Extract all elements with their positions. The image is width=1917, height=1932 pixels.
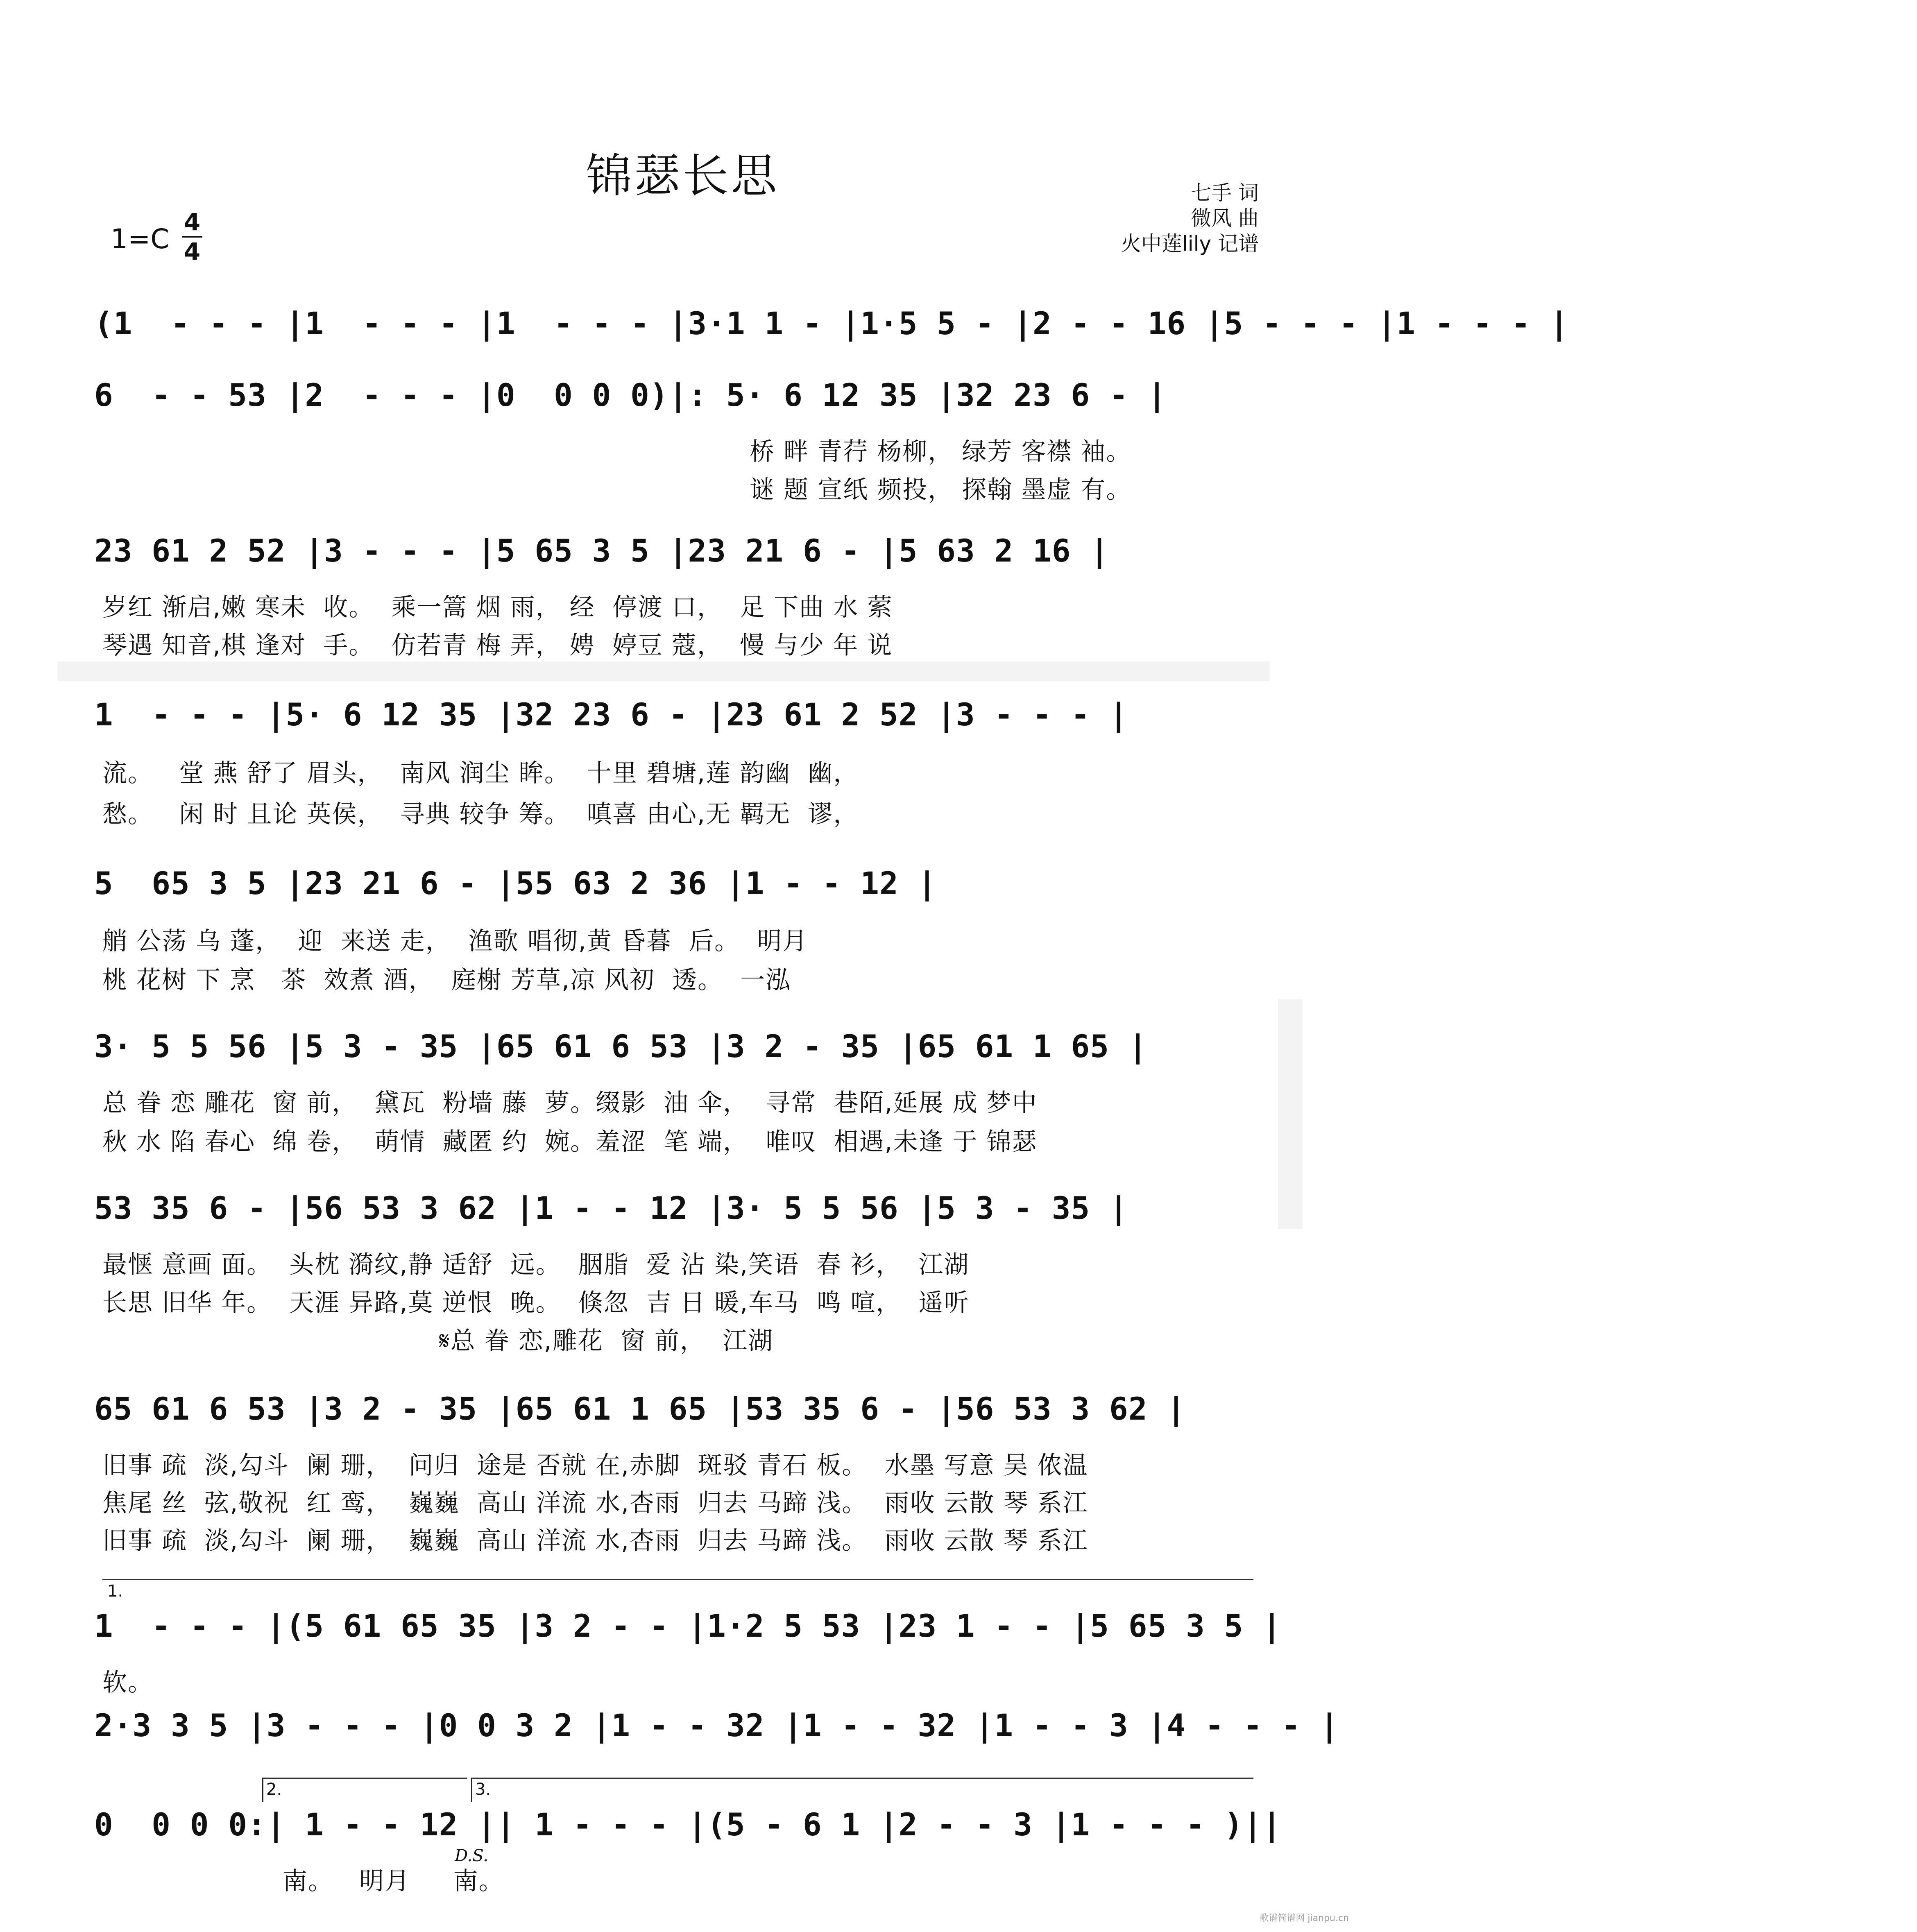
notation-row-2: 6 - - 53 |2 - - - |0 0 0 0)|: 5· 6 12 35 |32 23 6 - | bbox=[94, 377, 1167, 413]
scan-band bbox=[57, 661, 1270, 681]
notation-row-10: 2·3 3 5 |3 - - - |0 0 3 2 |1 - - 32 |1 - - 32 |1 - - 3 |4 - - - | bbox=[94, 1707, 1339, 1744]
second-ending-number: 2. bbox=[266, 1780, 282, 1799]
notation-row-4: 1 - - - |5· 6 12 35 |32 23 6 - |23 61 2 52 |3 - - - | bbox=[94, 696, 1128, 733]
lyrics-row-5-verse-2: 桃 花树 下 烹 茶 效煮 酒， 庭榭 芳草,凉 风初 透。 一泓 bbox=[102, 966, 791, 994]
notation-row-5: 5 65 3 5 |23 21 6 - |55 63 2 36 |1 - - 12 | bbox=[94, 865, 937, 901]
notation-row-11: 0 0 0 0:| 1 - - 12 || 1 - - - |(5 - 6 1 |2 - - 3 |1 - - - )|| bbox=[94, 1806, 1282, 1843]
notation-row-6: 3· 5 5 56 |5 3 - 35 |65 61 6 53 |3 2 - 35 |65 61 1 65 | bbox=[94, 1028, 1148, 1065]
first-ending-bracket bbox=[102, 1579, 1253, 1580]
lyrics-row-4-verse-1: 流。 堂 燕 舒了 眉头， 南风 润尘 眸。 十里 碧塘,莲 韵幽 幽， bbox=[102, 759, 859, 788]
lyrics-row-3-verse-2: 琴遇 知音,棋 逢对 手。 仿若青 梅 弄， 娉 婷豆 蔻， 慢 与少 年 说 bbox=[102, 631, 893, 660]
lyrics-row-3-verse-1: 岁红 渐启,嫩 寒未 收。 乘一篙 烟 雨， 经 停渡 口， 足 下曲 水 萦 bbox=[102, 593, 893, 622]
time-signature-bottom: 4 bbox=[184, 238, 201, 265]
notation-row-8: 65 61 6 53 |3 2 - 35 |65 61 1 65 |53 35 6 - |56 53 3 62 | bbox=[94, 1391, 1186, 1427]
notation-row-7: 53 35 6 - |56 53 3 62 |1 - - 12 |3· 5 5 56 |5 3 - 35 | bbox=[94, 1190, 1128, 1226]
lyrics-row-5-verse-1: 艄 公荡 乌 蓬， 迎 来送 走， 渔歌 唱彻,黄 昏暮 后。 明月 bbox=[102, 927, 808, 956]
second-ending-bracket bbox=[262, 1778, 467, 1779]
notation-row-1: (1 - - - |1 - - - |1 - - - |3·1 1 - |1·5 5 - |2 - - 16 |5 - - - |1 - - - | bbox=[94, 305, 1569, 342]
lyrics-row-4-verse-2: 愁。 闲 时 且论 英侯， 寻典 较争 筹。 嗔喜 由心,无 羁无 谬， bbox=[102, 800, 859, 829]
third-ending-bracket bbox=[471, 1778, 1253, 1779]
lyrics-row-7-segno-line: 𝄋总 眷 恋,雕花 窗 前， 江湖 bbox=[102, 1327, 774, 1355]
transcriber-credit: 火中莲lily 记谱 bbox=[1120, 232, 1259, 256]
lyrics-row-6-verse-2: 秋 水 陷 春心 绵 卷， 萌情 藏匿 约 婉。羞涩 笔 端， 唯叹 相遇,未逢 于 锦瑟 bbox=[102, 1128, 1038, 1156]
first-ending-number: 1. bbox=[107, 1582, 123, 1601]
composer-credit: 微风 曲 bbox=[1191, 206, 1259, 230]
third-ending-hook bbox=[471, 1778, 472, 1802]
third-ending-number: 3. bbox=[475, 1780, 491, 1799]
lyrics-row-8-verse-3: 旧事 疏 淡,勾斗 阑 珊， 巍巍 高山 洋流 水,杏雨 归去 马蹄 浅。 雨收 云散 琴 系江 bbox=[102, 1527, 1088, 1555]
time-signature bbox=[182, 209, 202, 265]
lyrics-row-6-verse-1: 总 眷 恋 雕花 窗 前， 黛瓦 粉墙 藤 萝。缀影 油 伞， 寻常 巷陌,延展 成 梦中 bbox=[102, 1089, 1038, 1117]
lyrics-row-2-verse-2: 谜 题 宣纸 频投， 探翰 墨虚 有。 bbox=[750, 476, 1132, 504]
lyrics-row-7-verse-1: 最惬 意画 面。 头枕 漪纹,静 适舒 远。 胭脂 爱 沾 染,笑语 春 衫， 江湖 bbox=[102, 1250, 970, 1279]
lyrics-row-8-verse-2: 焦尾 丝 弦,敬祝 红 鸾， 巍巍 高山 洋流 水,杏雨 归去 马蹄 浅。 雨收 云散 琴 系江 bbox=[102, 1489, 1088, 1518]
footer-watermark: 歌谱简谱网 jianpu.cn bbox=[1260, 1913, 1349, 1923]
scan-band bbox=[1278, 999, 1303, 1229]
song-title: 锦瑟长思 bbox=[586, 149, 779, 203]
lyrics-row-2-verse-1: 桥 畔 青荇 杨柳， 绿芳 客襟 袖。 bbox=[750, 437, 1132, 466]
notation-row-9: 1 - - - |(5 61 65 35 |3 2 - - |1·2 5 53 |23 1 - - |5 65 3 5 | bbox=[94, 1608, 1282, 1644]
lyrics-row-8-verse-1: 旧事 疏 淡,勾斗 阑 珊， 问归 途是 否就 在,赤脚 斑驳 青石 板。 水墨 写意 吴 侬温 bbox=[102, 1451, 1088, 1480]
time-signature-top: 4 bbox=[184, 208, 201, 236]
second-ending-hook bbox=[262, 1778, 263, 1802]
key-signature: 1=C bbox=[111, 223, 170, 255]
ds-mark: D.S. bbox=[455, 1846, 489, 1865]
lyrics-row-9: 软。 bbox=[102, 1668, 153, 1697]
lyrics-row-11: 南。 明月 南。 bbox=[283, 1867, 504, 1896]
lyrics-row-7-verse-2: 长思 旧华 年。 天涯 异路,莫 逆恨 晚。 倏忽 吉 日 暖,车马 鸣 喧， 遥听 bbox=[102, 1289, 970, 1317]
notation-row-3: 23 61 2 52 |3 - - - |5 65 3 5 |23 21 6 - |5 63 2 16 | bbox=[94, 532, 1110, 569]
lyricist-credit: 七手 词 bbox=[1191, 181, 1259, 205]
